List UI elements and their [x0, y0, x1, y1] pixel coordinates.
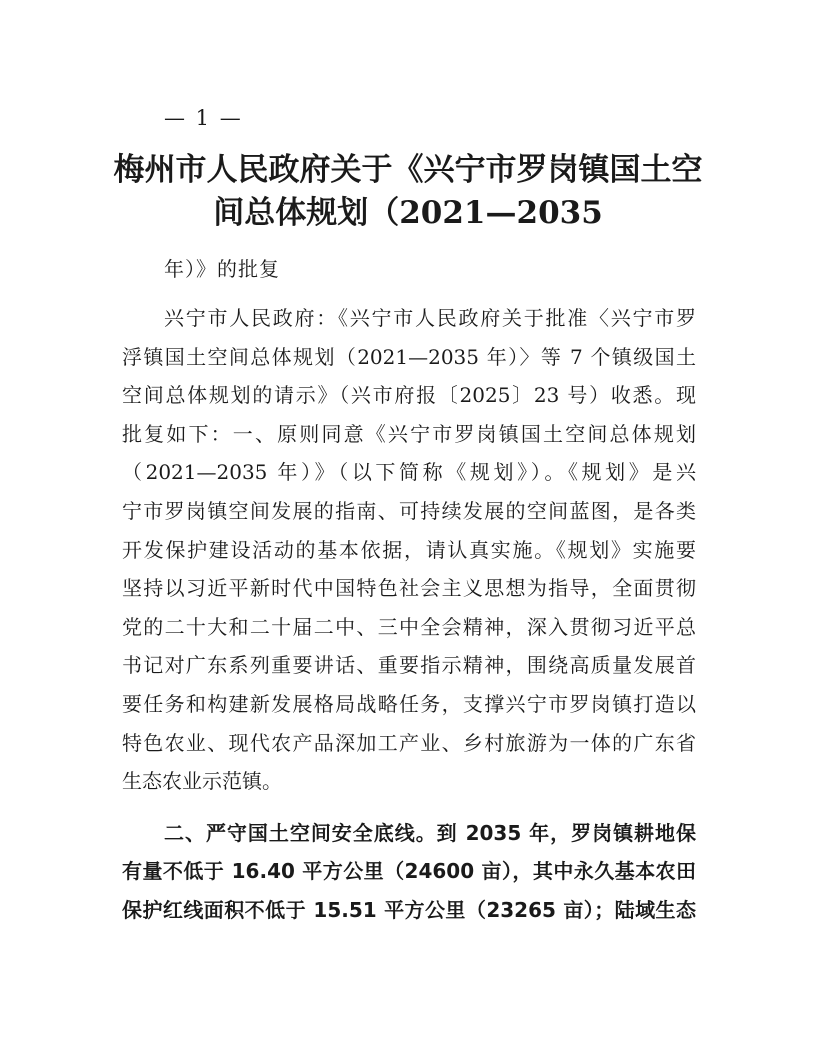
body-line: 兴宁市人民政府：《兴宁市人民政府关于批准〈兴宁市罗	[164, 306, 696, 330]
body-line: 批复如下：一、原则同意《兴宁市罗岗镇国土空间总体规划	[122, 422, 696, 446]
body-line: 特色农业、现代农产品深加工产业、乡村旅游为一体的广东省	[122, 731, 696, 755]
document-title-tail: 年）》的批复	[164, 257, 280, 281]
body-line: 书记对广东系列重要讲话、重要指示精神，围绕高质量发展首	[122, 653, 696, 677]
body-line: 党的二十大和二十届二中、三中全会精神，深入贯彻习近平总	[122, 615, 696, 639]
document-title-line-2: 间总体规划（2021—2035	[213, 195, 603, 231]
document-title-line-1: 梅州市人民政府关于《兴宁市罗岗镇国土空	[113, 152, 703, 188]
body-line: 开发保护建设活动的基本依据，请认真实施。《规划》实施要	[122, 538, 696, 562]
section-heading-line: 二、严守国土空间安全底线。到 2035 年，罗岗镇耕地保	[164, 821, 696, 845]
body-line: （2021—2035 年）》（以下简称《规划》）。《规划》是兴	[122, 460, 696, 484]
body-line: 生态农业示范镇。	[122, 769, 282, 793]
section-body-line: 有量不低于 16.40 平方公里（24600 亩），其中永久基本农田	[122, 859, 696, 883]
section-body-line: 保护红线面积不低于 15.51 平方公里（23265 亩）；陆域生态	[122, 898, 696, 922]
page-number: — 1 —	[164, 106, 243, 130]
body-line: 宁市罗岗镇空间发展的指南、可持续发展的空间蓝图，是各类	[122, 499, 696, 523]
body-line: 浮镇国土空间总体规划（2021—2035 年）〉等 7 个镇级国土	[122, 345, 696, 369]
body-line: 要任务和构建新发展格局战略任务，支撑兴宁市罗岗镇打造以	[122, 692, 696, 716]
body-line: 空间总体规划的请示》（兴市府报〔2025〕23 号）收悉。现	[122, 383, 696, 407]
body-line: 坚持以习近平新时代中国特色社会主义思想为指导，全面贯彻	[122, 576, 696, 600]
